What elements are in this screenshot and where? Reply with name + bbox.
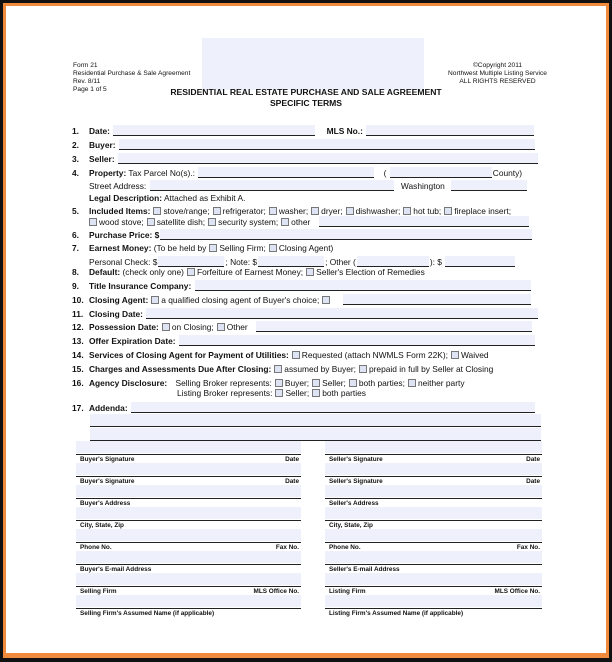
signature-field[interactable] [325, 507, 542, 519]
signature-right-label: Date [526, 456, 540, 463]
signature-field[interactable] [325, 463, 542, 475]
signature-field[interactable] [76, 529, 301, 541]
signature-field[interactable] [325, 573, 542, 585]
county-field[interactable] [390, 167, 492, 178]
signature-label: Buyer's Address [80, 500, 131, 507]
label: dishwasher; [355, 206, 401, 216]
term-number: 5. [72, 206, 79, 216]
term-number: 12. [72, 322, 84, 332]
signature-field[interactable] [325, 595, 542, 607]
signature-field[interactable] [76, 507, 301, 519]
label: a qualified closing agent of Buyer's choice; [161, 295, 320, 305]
term-utilities [72, 349, 489, 361]
checkbox[interactable] [312, 379, 320, 387]
label: Legal Description: [89, 193, 163, 203]
label: (check only one) [122, 267, 184, 277]
label: Earnest Money: [89, 243, 152, 253]
addenda-field-2[interactable] [90, 414, 541, 427]
label: Listing Broker represents: [177, 388, 273, 398]
buyer-field[interactable] [119, 139, 535, 150]
included-row-2 [86, 216, 530, 228]
signature-label: Phone No. [80, 544, 112, 551]
signature-field[interactable] [325, 485, 542, 497]
term-number: 1. [72, 126, 79, 136]
label: Date: [89, 126, 110, 136]
label: Possession Date: [89, 322, 159, 332]
signature-right-label: Date [285, 478, 299, 485]
listing-agency [177, 387, 366, 399]
top-form-field[interactable] [202, 38, 424, 90]
checkbox[interactable] [312, 389, 320, 397]
checkbox[interactable] [89, 218, 97, 226]
organization: Northwest Multiple Listing Service [448, 70, 547, 77]
signature-label: Selling Firm [80, 588, 117, 595]
signature-field[interactable] [76, 463, 301, 475]
label: Seller; [285, 388, 310, 398]
label: Closing Agent) [278, 243, 334, 253]
term-earnest [72, 242, 333, 254]
signature-label: Seller's Signature [329, 478, 383, 485]
title-line-2: SPECIFIC TERMS [269, 98, 343, 108]
form-number: Form 21 [73, 62, 98, 69]
signature-right-label: Fax No. [516, 544, 540, 551]
page-title [0, 87, 612, 109]
checkbox[interactable] [162, 323, 170, 331]
signature-label: Phone No. [329, 544, 361, 551]
checkbox[interactable] [359, 365, 367, 373]
checkbox[interactable] [217, 323, 225, 331]
signature-field[interactable] [325, 529, 542, 541]
label: Offer Expiration Date: [89, 336, 176, 346]
term-price [72, 229, 533, 241]
label: Seller: [89, 154, 115, 164]
term-number: 11. [72, 309, 84, 319]
label: (To be held by [153, 243, 207, 253]
signature-field[interactable] [325, 441, 542, 453]
signature-field[interactable] [76, 485, 301, 497]
signature-label: Buyer's Signature [80, 478, 135, 485]
signature-field[interactable] [76, 573, 301, 585]
value: Attached as Exhibit A. [163, 193, 246, 203]
label: MLS No.: [326, 126, 363, 136]
label: ; Other ( [325, 257, 356, 267]
purchase-price-field[interactable] [160, 229, 532, 240]
label: both parties; [358, 378, 405, 388]
label: Selling Broker represents: [175, 378, 272, 388]
page-number: Page 1 of 5 [73, 86, 107, 93]
checkbox[interactable] [311, 207, 319, 215]
term-number: 14. [72, 350, 84, 360]
signature-label: Seller's E-mail Address [329, 566, 400, 573]
title-company-field[interactable] [195, 280, 531, 291]
checkbox[interactable] [153, 207, 161, 215]
label: Buyer: [89, 140, 116, 150]
signature-label: Listing Firm [329, 588, 366, 595]
checkbox[interactable] [213, 207, 221, 215]
signature-label: Listing Firm's Assumed Name (if applicable) [329, 610, 464, 617]
signature-field[interactable] [325, 551, 542, 563]
label: Buyer; [284, 378, 310, 388]
signature-line [76, 608, 301, 622]
label: Washington [400, 181, 445, 191]
label: security system; [218, 217, 279, 227]
term-property [72, 167, 522, 179]
label: County) [492, 168, 523, 178]
signature-field[interactable] [76, 551, 301, 563]
term-number: 8. [72, 267, 79, 277]
checkbox[interactable] [403, 207, 411, 215]
label: hot tub; [413, 206, 442, 216]
label: other [291, 217, 311, 227]
rights: ALL RIGHTS RESERVED [459, 78, 536, 85]
checkbox[interactable] [322, 296, 330, 304]
seller-field[interactable] [118, 153, 538, 164]
expiration-field[interactable] [179, 335, 535, 346]
label: stove/range; [163, 206, 210, 216]
checkbox[interactable] [451, 351, 459, 359]
term-title-company [72, 280, 532, 292]
term-number: 16. [72, 378, 84, 388]
term-default [72, 266, 425, 278]
title-line-1: RESIDENTIAL REAL ESTATE PURCHASE AND SALE AGREEMENT [170, 87, 442, 97]
checkbox[interactable] [292, 351, 300, 359]
label: Tax Parcel No(s).: [128, 168, 195, 178]
term-buyer [72, 139, 536, 151]
label: prepaid in full by Seller at Closing [368, 364, 494, 374]
label: ( [383, 168, 387, 178]
checkbox[interactable] [275, 389, 283, 397]
term-number: 7. [72, 243, 79, 253]
date-field[interactable] [113, 125, 315, 136]
label: Title Insurance Company: [89, 281, 192, 291]
signature-label: City, State, Zip [80, 522, 124, 529]
checkbox[interactable] [346, 207, 354, 215]
form-name: Residential Purchase & Sale Agreement [73, 70, 191, 77]
mls-field[interactable] [366, 125, 534, 136]
label: washer; [278, 206, 309, 216]
checkbox[interactable] [151, 296, 159, 304]
signature-label: Seller's Address [329, 500, 379, 507]
label: Closing Agent: [89, 295, 149, 305]
label: Services of Closing Agent for Payment of Utilities: [89, 350, 289, 360]
term-charges [72, 363, 493, 375]
label: neither party [417, 378, 465, 388]
other-items-field[interactable] [319, 216, 529, 227]
form-revision: Rev. 8/11 [73, 78, 101, 85]
signature-label: Buyer's E-mail Address [80, 566, 152, 573]
checkbox[interactable] [349, 379, 357, 387]
signature-label: Seller's Signature [329, 456, 383, 463]
term-date [72, 125, 535, 137]
signature-label: City, State, Zip [329, 522, 373, 529]
label: Seller's Election of Remedies [316, 267, 425, 277]
label: on Closing; [171, 322, 214, 332]
checkbox[interactable] [209, 244, 217, 252]
other-amount-field[interactable] [445, 256, 515, 267]
street-address-field[interactable] [150, 180, 394, 191]
label: Requested (attach NWMLS Form 22K); [301, 350, 448, 360]
checkbox[interactable] [408, 379, 416, 387]
label: Street Address: [89, 181, 147, 191]
signature-right-label: Date [526, 478, 540, 485]
term-closing-agent [72, 294, 532, 306]
label: Default: [89, 267, 121, 277]
copyright: ©Copyright 2011 [472, 62, 523, 69]
label: Included Items: [89, 206, 151, 216]
signature-field[interactable] [76, 441, 301, 453]
signature-right-label: Fax No. [275, 544, 299, 551]
checkbox[interactable] [208, 218, 216, 226]
label: wood stove; [99, 217, 144, 227]
signature-field[interactable] [76, 595, 301, 607]
term-expiration [72, 335, 536, 347]
term-seller [72, 153, 539, 165]
label: Addenda: [89, 403, 128, 413]
term-number: 4. [72, 168, 79, 178]
legal-row [89, 192, 245, 204]
signature-right-label: MLS Office No. [253, 588, 299, 595]
label: Personal Check: $ [89, 257, 158, 267]
label: Selling Firm; [219, 243, 266, 253]
label: Seller; [322, 378, 346, 388]
term-closing-date [72, 308, 539, 320]
label: satellite dish; [156, 217, 206, 227]
label: ): $ [429, 257, 442, 267]
term-number: 10. [72, 295, 84, 305]
label: refrigerator; [222, 206, 266, 216]
label: Property: [89, 168, 127, 178]
signature-line [325, 608, 542, 622]
label: assumed by Buyer; [284, 364, 356, 374]
checkbox[interactable] [269, 207, 277, 215]
signature-right-label: MLS Office No. [494, 588, 540, 595]
checkbox[interactable] [275, 379, 283, 387]
checkbox[interactable] [281, 218, 289, 226]
label: Charges and Assessments Due After Closing: [89, 364, 272, 374]
term-addenda [72, 402, 536, 414]
signature-label: Buyer's Signature [80, 456, 135, 463]
term-number: 17. [72, 403, 84, 413]
label: Other [226, 322, 248, 332]
label: fireplace insert; [454, 206, 512, 216]
addenda-field-3[interactable] [90, 428, 541, 441]
label: Agency Disclosure: [89, 378, 168, 388]
label: Closing Date: [89, 309, 143, 319]
term-possession [72, 321, 533, 333]
checkbox[interactable] [274, 365, 282, 373]
possession-other-field[interactable] [256, 321, 532, 332]
checkbox[interactable] [269, 244, 277, 252]
term-number: 9. [72, 281, 79, 291]
label: Waived [460, 350, 489, 360]
term-number: 2. [72, 140, 79, 150]
addenda-field[interactable] [131, 402, 535, 413]
zip-field[interactable] [451, 180, 527, 191]
label: ; Note: $ [225, 257, 258, 267]
tax-parcel-field[interactable] [198, 167, 374, 178]
term-number: 15. [72, 364, 84, 374]
checkbox[interactable] [444, 207, 452, 215]
street-row [89, 180, 528, 192]
label: Purchase Price: $ [89, 230, 160, 240]
checkbox[interactable] [187, 268, 195, 276]
closing-agent-field[interactable] [343, 294, 531, 305]
signature-label: Selling Firm's Assumed Name (if applicable) [80, 610, 215, 617]
term-number: 6. [72, 230, 79, 240]
term-number: 13. [72, 336, 84, 346]
label: both parties [322, 388, 366, 398]
label: Forfeiture of Earnest Money; [196, 267, 304, 277]
signature-right-label: Date [285, 456, 299, 463]
label: dryer; [321, 206, 343, 216]
term-number: 3. [72, 154, 79, 164]
closing-date-field[interactable] [146, 308, 538, 319]
checkbox[interactable] [147, 218, 155, 226]
copyright-info [435, 62, 560, 86]
checkbox[interactable] [306, 268, 314, 276]
